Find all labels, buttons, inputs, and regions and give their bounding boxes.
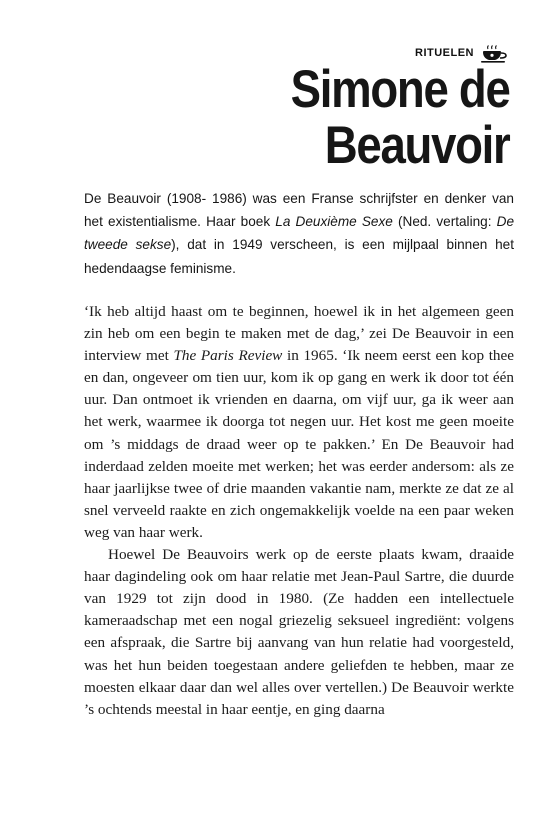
book-title: La Deuxième Sexe [275, 214, 393, 230]
intro-text-1: De Beauvoir (1908- 1986) was een Franse schrijfster en denker van het existentialisme. Haar boek [84, 191, 514, 230]
body-paragraph-1 [84, 301, 514, 544]
title-line-2: Beauvoir [325, 116, 510, 175]
intro-text-2: (Ned. vertaling: [392, 214, 497, 230]
intro-text-3: ), dat in 1949 verscheen, is een mijlpaal binnen het hedendaagse feminisme. [84, 237, 515, 276]
magazine-title: The Paris Review [173, 347, 283, 365]
body-paragraph-2: Hoewel De Beauvoirs werk op de eerste plaats kwam, draaide haar dagindeling ook om haar relatie met Jean-Paul Sartre, die duurde van 1929 tot zijn dood in 1980. (Ze hadden een intellectuele kameraadschap met een nogal griezelig seksueel ingrediënt: volgens een afspraak, die Sartre bij aanvang van hun relatie had voorgesteld, was het hun beiden toegestaan andere geliefden te hebben, maar ze moesten elkaar daar dan wel alles over vertellen.) De Beauvoir werkte ’s ochtends meestal in haar eentje, en ging daarna [84, 546, 514, 718]
page-title [291, 62, 510, 174]
section-label: RITUELEN [415, 47, 474, 59]
body-text [84, 301, 514, 721]
title-line-1: Simone de [291, 60, 510, 119]
intro-paragraph [84, 187, 514, 280]
paragraph-1-text-a: ‘Ik heb altijd haast om te beginnen, hoewel ik in het algemeen geen zin heb om een begin te maken met de dag,’ zei De Beauvoir in een interview met [84, 303, 514, 365]
paragraph-1-text-b: in 1965. ‘Ik neem eerst een kop thee en dan, ongeveer om tien uur, kom ik op gang en werk ik door tot één uur. Dan ontmoet ik vrienden en daarna, om vijf uur, ga ik weer aan het werk, waarmee ik doorga tot negen uur. Het kost me geen moeite om ’s middags de draad weer op te pakken.’ En De Beauvoir had inderdaad zelden moeite met werken; het was eerder andersom: als ze haar jaarlijkse twee of drie maanden vakantie nam, merkte ze dat ze al snel verveeld raakte en zich ongemakkelijk voelde na een paar weken weg van haar werk. [84, 347, 515, 541]
translation-title: De tweede sekse [84, 214, 515, 253]
